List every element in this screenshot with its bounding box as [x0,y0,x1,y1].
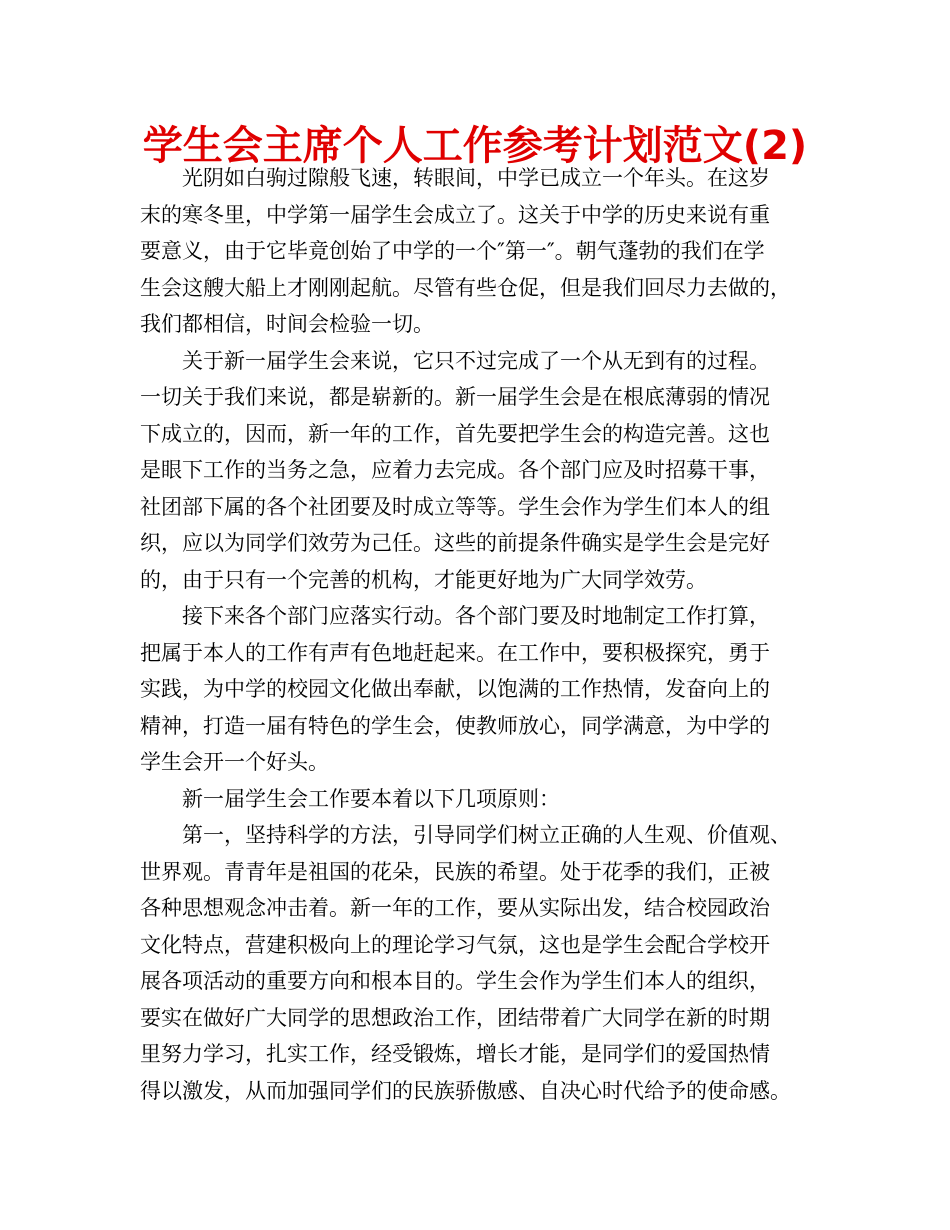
text-line: 里努力学习，扎实工作，经受锻炼，增长才能，是同学们的爱国热情 [140,1042,770,1066]
text-line: 下成立的，因而，新一年的工作，首先要把学生会的构造完善。这也 [140,421,770,446]
text-line: 是眼下工作的当务之急，应着力去完成。各个部门应及时招募干事， [140,458,770,482]
text-line: 实践，为中学的校园文化做出奉献，以饱满的工作热情，发奋向上的 [140,677,770,701]
text-line: 第一，坚持科学的方法，引导同学们树立正确的人生观、价值观、 [182,823,791,847]
document-body [140,160,812,1109]
text-line: 的，由于只有一个完善的机构，才能更好地为广大同学效劳。 [140,567,707,592]
text-line: 要实在做好广大同学的思想政治工作，团结带着广大同学在新的时期 [140,1005,770,1030]
text-line: 我们都相信，时间会检验一切。 [140,312,434,336]
document-title: 学生会主席个人工作参考计划范文(2) [142,123,808,169]
text-line: 生会这艘大船上才刚刚起航。尽管有些仓促，但是我们回尽力去做的， [140,275,791,300]
text-line: 光阴如白驹过隙般飞速，转眼间，中学已成立一个年头。在这岁 [182,166,770,190]
text-line: 一切关于我们来说，都是崭新的。新一届学生会是在根底薄弱的情况 [140,385,770,409]
text-line: 织，应以为同学们效劳为己任。这些的前提条件确实是学生会是完好 [140,531,770,555]
text-line: 社团部下属的各个社团要及时成立等等。学生会作为学生们本人的组 [140,494,770,519]
text-line: 世界观。青青年是祖国的花朵，民族的希望。处于花季的我们，正被 [140,859,770,884]
text-line: 接下来各个部门应落实行动。各个部门要及时地制定工作打算， [182,604,770,628]
text-line: 关于新一届学生会来说，它只不过完成了一个从无到有的过程。 [182,348,770,373]
text-line: 学生会开一个好头。 [140,750,329,774]
text-line: 展各项活动的重要方向和根本目的。学生会作为学生们本人的组织， [140,969,770,993]
text-line: 各种思想观念冲击着。新一年的工作，要从实际出发，结合校园政治 [140,896,770,920]
text-line: 得以激发，从而加强同学们的民族骄傲感、自决心时代给予的使命感。 [140,1078,791,1103]
text-line: 末的寒冬里，中学第一届学生会成立了。这关于中学的历史来说有重 [140,202,770,227]
text-line: 要意义，由于它毕竟创始了中学的一个″第一″。朝气蓬勃的我们在学 [140,239,765,263]
text-line: 文化特点，营建积极向上的理论学习气氛，这也是学生会配合学校开 [140,932,770,957]
text-line: 把属于本人的工作有声有色地赶起来。在工作中，要积极探究，勇于 [140,640,770,665]
text-line: 精神，打造一届有特色的学生会，使教师放心，同学满意，为中学的 [140,713,770,738]
text-line: 新一届学生会工作要本着以下几项原则： [182,786,560,811]
